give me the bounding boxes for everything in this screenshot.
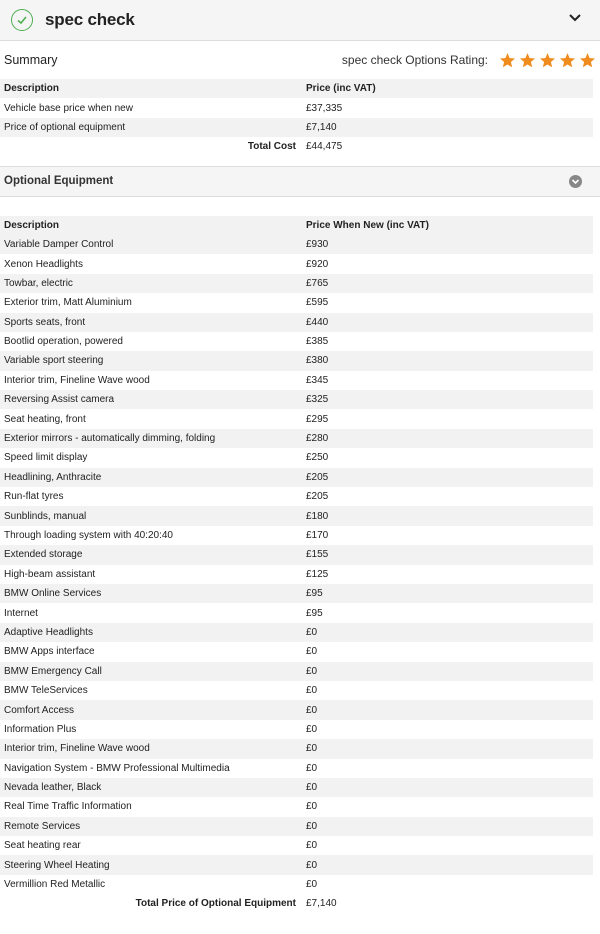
row-price: £345 [306,374,329,386]
row-description: Exterior mirrors - automatically dimming, folding [0,429,302,448]
table-row [0,487,593,506]
row-price: £0 [302,662,593,681]
table-row [0,797,593,816]
row-price: £595 [306,297,329,309]
row-description: Price of optional equipment [0,118,302,137]
table-row [0,584,593,603]
summary-table-header [0,79,593,98]
summary-header [0,41,600,79]
table-row [0,720,593,739]
chevron-down-icon[interactable] [568,11,582,30]
table-row [0,332,593,351]
row-description: Speed limit display [4,452,88,464]
row-description: Variable Damper Control [0,235,302,254]
table-row [0,545,593,564]
row-description: Extended storage [0,545,302,564]
optional-equipment-title: Optional Equipment [4,175,114,188]
row-description: Vehicle base price when new [4,102,133,114]
total-cost-row [0,137,593,156]
table-row [0,448,593,467]
row-price: £7,140 [302,118,593,137]
row-price: £125 [306,568,329,580]
row-price: £180 [302,506,593,525]
row-description: Xenon Headlights [4,258,83,270]
row-price: £37,335 [306,102,343,114]
table-row [0,274,593,293]
total-cost-value: £44,475 [306,141,343,153]
row-price: £0 [302,855,593,874]
table-row [0,603,593,622]
table-row [0,836,593,855]
optional-total-label: Total Price of Optional Equipment [135,898,296,910]
brand-title: spec check [45,10,135,29]
table-row [0,293,593,312]
row-price: £170 [306,530,329,541]
row-price: £380 [302,351,593,370]
row-description: Interior trim, Fineline Wave wood [4,374,150,386]
row-description: BMW Online Services [0,584,302,603]
table-row [0,855,593,874]
table-row [0,506,593,525]
star-icon [539,52,556,69]
row-price: £95 [302,584,593,603]
row-description: Seat heating, front [4,413,86,425]
row-description: Real Time Traffic Information [4,801,132,813]
row-description: Nevada leather, Black [0,778,302,797]
row-description: BMW TeleServices [4,685,88,697]
star-icon [499,52,516,69]
row-description: Remote Services [0,817,302,836]
table-row [0,371,593,390]
row-price: £0 [306,646,318,658]
row-description: BMW Emergency Call [0,662,302,681]
row-description: Towbar, electric [0,274,302,293]
row-description: Bootlid operation, powered [4,336,123,348]
row-price: £765 [302,274,593,293]
row-price: £0 [306,762,318,774]
check-circle-icon [11,9,33,31]
row-price: £930 [302,235,593,254]
optional-total-row [0,894,593,913]
table-row [0,817,593,836]
rating-stars [496,52,596,69]
row-description: Reversing Assist camera [0,390,302,409]
table-row [0,700,593,719]
row-price: £205 [302,468,593,487]
row-description: Sports seats, front [0,313,302,332]
total-cost-label: Total Cost [247,141,296,153]
row-description: Variable sport steering [0,351,302,370]
summary-table [0,79,593,157]
row-description: Internet [4,607,38,619]
row-price: £920 [306,258,329,270]
table-row [0,526,593,545]
table-row [0,254,593,273]
rating-label: spec check Options Rating: [341,53,488,67]
optional-equipment-section[interactable] [0,166,600,197]
row-description: Adaptive Headlights [0,623,302,642]
table-row [0,759,593,778]
summary-col-price: Price (inc VAT) [302,79,593,98]
row-price: £0 [306,685,318,697]
table-row [0,409,593,428]
row-price: £0 [306,879,318,891]
optional-col-price: Price When New (inc VAT) [302,216,593,235]
optional-equipment-table [0,216,593,914]
row-price: £0 [306,840,318,852]
optional-table-header [0,216,593,235]
row-description: Steering Wheel Heating [0,855,302,874]
table-row [0,623,593,642]
table-row [0,778,593,797]
table-row [0,642,593,661]
table-row [0,118,593,137]
row-price: £440 [302,313,593,332]
row-price: £0 [302,739,593,758]
row-description: Seat heating rear [4,840,81,852]
table-row [0,739,593,758]
row-description: Vermillion Red Metallic [4,879,106,891]
row-description: High-beam assistant [4,568,96,580]
row-price: £385 [306,336,329,348]
row-description: Through loading system with 40:20:40 [4,530,173,541]
row-description: Exterior trim, Matt Aluminium [4,297,132,309]
row-price: £295 [306,413,329,425]
row-price: £95 [306,607,323,619]
table-row [0,235,593,254]
optional-total-value: £7,140 [306,898,337,910]
row-price: £0 [302,817,593,836]
table-row [0,681,593,700]
table-row [0,390,593,409]
star-icon [559,52,576,69]
table-row [0,98,593,117]
star-icon [519,52,536,69]
optional-col-description: Description [0,216,302,235]
table-row [0,429,593,448]
summary-col-description: Description [0,79,302,98]
row-price: £0 [306,801,318,813]
row-price: £0 [302,778,593,797]
row-description: Headlining, Anthracite [0,468,302,487]
star-icon [579,52,596,69]
row-price: £250 [306,452,329,464]
table-row [0,565,593,584]
row-description: BMW Apps interface [4,646,95,658]
row-price: £325 [302,390,593,409]
table-row [0,875,593,894]
summary-title: Summary [4,53,58,67]
row-price: £155 [302,545,593,564]
row-price: £0 [302,623,593,642]
row-price: £0 [306,723,318,735]
table-row [0,351,593,370]
app-header [0,0,600,41]
table-row [0,313,593,332]
row-description: Navigation System - BMW Professional Multimedia [4,762,230,774]
row-description: Run-flat tyres [4,491,64,503]
row-price: £205 [306,491,329,503]
row-description: Information Plus [4,723,77,735]
row-description: Interior trim, Fineline Wave wood [0,739,302,758]
row-description: Sunblinds, manual [0,506,302,525]
row-description: Comfort Access [0,700,302,719]
chevron-down-icon[interactable] [569,175,582,188]
row-price: £280 [302,429,593,448]
options-rating [342,52,596,69]
row-price: £0 [302,700,593,719]
table-row [0,662,593,681]
table-row [0,468,593,487]
